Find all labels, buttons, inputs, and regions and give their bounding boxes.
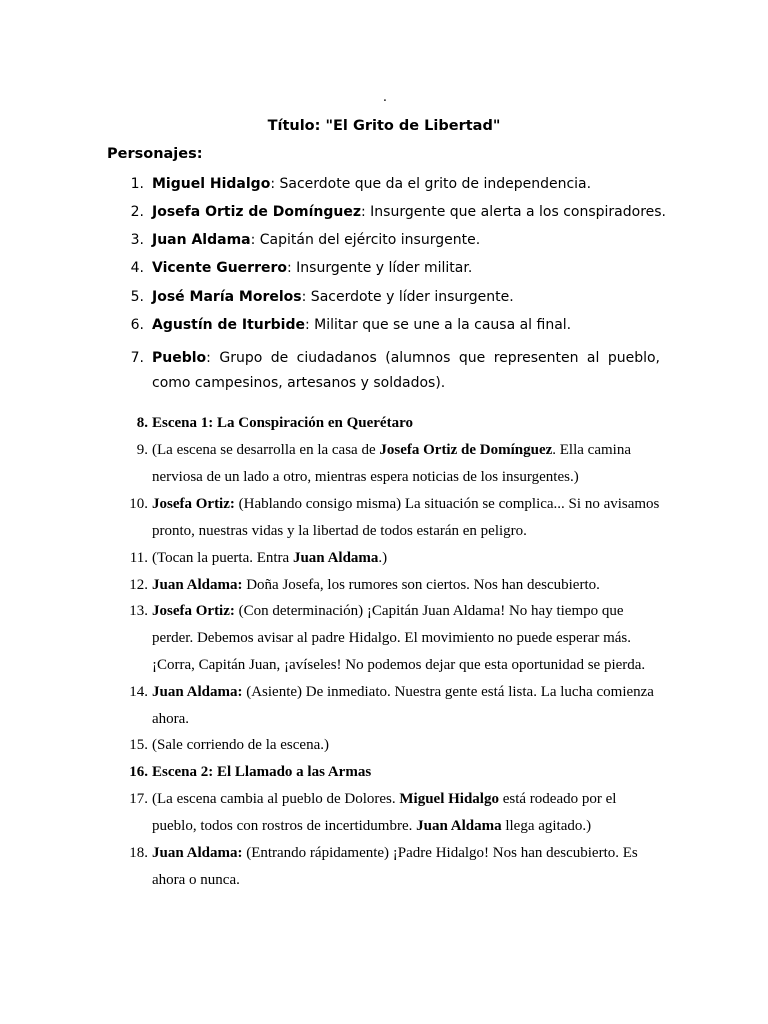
list-number: 2. xyxy=(130,204,144,220)
speaker-name: Juan Aldama: xyxy=(152,845,243,861)
character-name: José María Morelos xyxy=(152,289,302,305)
characters-heading: Personajes: xyxy=(107,146,203,162)
character-name: Miguel Hidalgo xyxy=(152,176,271,192)
character-description: : Militar que se une a la causa al final. xyxy=(305,317,572,333)
speaker-name: Juan Aldama: xyxy=(152,684,243,700)
character-description: : Insurgente y líder militar. xyxy=(287,260,473,276)
character-description: : Sacerdote que da el grito de independencia. xyxy=(270,176,592,192)
list-number: 13. xyxy=(129,603,148,619)
speaker-name: Juan Aldama: xyxy=(152,577,243,593)
top-dot: . xyxy=(382,90,388,105)
list-number: 17. xyxy=(129,791,148,807)
character-item xyxy=(0,256,768,280)
list-number: 16. xyxy=(129,764,148,780)
list-number: 7. xyxy=(130,350,144,366)
list-number: 1. xyxy=(130,176,144,192)
character-item xyxy=(0,285,768,309)
character-name: Vicente Guerrero xyxy=(152,260,287,276)
page-title: Título: "El Grito de Libertad" xyxy=(267,118,501,134)
list-number: 18. xyxy=(129,845,148,861)
character-description: : Insurgente que alerta a los conspiradores. xyxy=(361,204,666,220)
list-number: 12. xyxy=(129,577,148,593)
list-number: 8. xyxy=(136,415,148,431)
character-description: : Capitán del ejército insurgente. xyxy=(250,232,481,248)
list-number: 3. xyxy=(130,232,144,248)
list-number: 10. xyxy=(129,496,148,512)
character-item xyxy=(0,346,768,396)
character-description: : Grupo de ciudadanos (alumnos que representen al pueblo, como campesinos, artesanos y soldados). xyxy=(152,350,660,391)
list-number: 15. xyxy=(129,737,148,753)
list-number: 14. xyxy=(129,684,148,700)
character-name: Josefa Ortiz de Domínguez xyxy=(152,204,362,220)
list-number: 6. xyxy=(130,317,144,333)
character-item xyxy=(0,228,768,252)
character-name: Agustín de Iturbide xyxy=(152,317,305,333)
list-number: 5. xyxy=(130,289,144,305)
document-page: . Título: "El Grito de Libertad" Personajes: 1. Miguel Hidalgo: Sacerdote que da el grito de independencia. 2. Josefa Ortiz de Domínguez: Insurgente que alerta a los conspiradores. 3. Juan Aldama: Capitán del ejército insurgente. 4. Vicente Guerrero: Insurgente y líder militar. 5. José María Morelos: Sacerdote y líder insurgente. 6. Agustín de Iturbide: Militar que se une a la causa al final. 7. Pueblo: Grupo de ciudadanos (alumnos que representen al pueblo, como campesinos, artesanos y soldados). 8. Escena 1: La Conspiración en Querétaro 9. (La escena se desarrolla en la casa de Josefa Ortiz de Domínguez. Ella camina nerviosa de un lado a otro, mientras espera noticias de los insurgentes.) 10. Josefa Ortiz: (Hablando consigo misma) La situación se complica... Si no avisamos pronto, nuestras vidas y la libertad de todos estarán en peligro. 11. (Tocan la puerta. Entra Juan Aldama.) 12. Juan Aldama: Doña Josefa, los rumores son ciertos. Nos han descubierto. 13. Josefa Ortiz: (Con determinación) ¡Capitán Juan Aldama! No hay tiempo que perder. Debemos avisar al padre Hidalgo. El movimiento no puede esperar más. ¡Corra, Capitán Juan, ¡avíseles! No podemos dejar que esta oportunidad se pierda. 14. Juan Aldama: (Asiente) De inmediato. Nuestra gente está lista. La lucha comienza ahora. 15. (Sale corriendo de la escena.) 16. Escena 2: El Llamado a las Armas 17. (La escena cambia al pueblo de Dolores. Miguel Hidalgo está rodeado por el pueblo, todos con rostros de incertidumbre. Juan Aldama llega agitado.) 18. Juan Aldama: (Entrando rápidamente) ¡Padre Hidalgo! Nos han descubierto. Es ahora o nunca. xyxy=(0,0,768,1024)
speaker-name: Josefa Ortiz: xyxy=(152,496,235,512)
character-name: Juan Aldama xyxy=(152,232,251,248)
list-number: 11. xyxy=(129,550,148,566)
list-number: 9. xyxy=(136,442,148,458)
speaker-name: Josefa Ortiz: xyxy=(152,603,235,619)
character-description: : Sacerdote y líder insurgente. xyxy=(301,289,514,305)
list-number: 4. xyxy=(130,260,144,276)
character-item xyxy=(0,200,768,224)
character-name: Pueblo xyxy=(152,350,207,366)
character-item xyxy=(0,313,768,337)
character-item xyxy=(0,172,768,196)
